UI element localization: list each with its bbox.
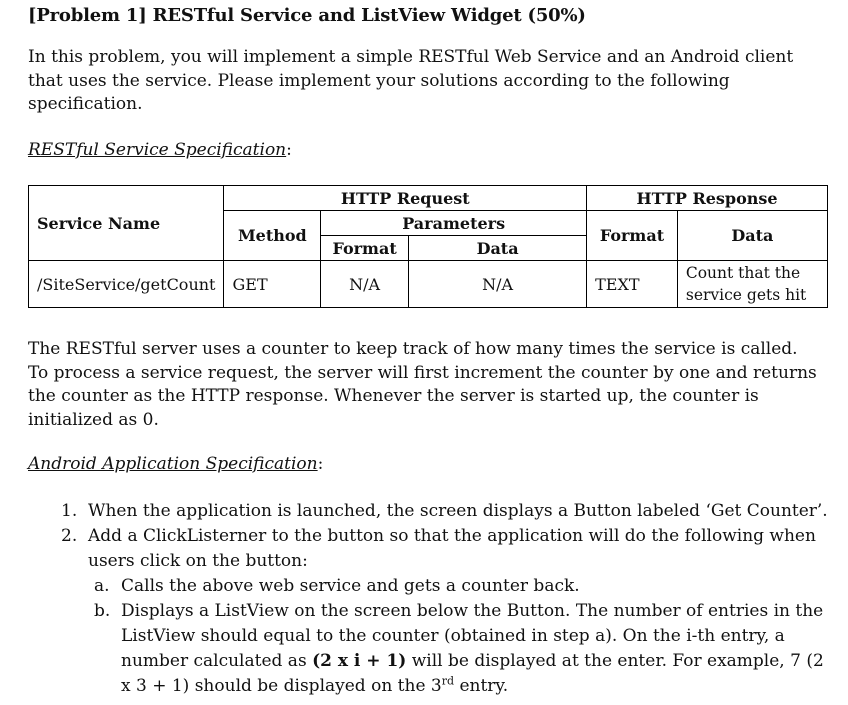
android-spec-heading-colon: : <box>317 454 324 474</box>
sub-list-item <box>61 574 831 599</box>
sub-list-item-text: Calls the above web service and gets a counter back. <box>121 576 580 596</box>
param-format-cell: N/A <box>321 261 409 308</box>
sub-list-item-letter: b. <box>94 601 111 621</box>
parameters-header: Parameters <box>321 211 587 236</box>
rest-spec-table <box>28 185 828 308</box>
ordinal-superscript: rd <box>441 674 455 688</box>
response-format-cell: TEXT <box>587 261 678 308</box>
server-paragraph: The RESTful server uses a counter to keep track of how many times the service is called. To process a service request, the server will first increment the counter by one and returns the counter as the HTTP response. Whenever the server is started up, the counter is initialized as 0. <box>28 339 817 430</box>
sub-list-item-text-before: Displays a ListView on the screen below the Button. The number of entries in the ListView should equal to the counter (obtained in step a). On the i-th entry, a number calculated as <box>121 601 824 671</box>
sub-list-item-text-middle: will be displayed at the enter. For example, 7 (2 x 3 + 1) should be displayed on the 3 <box>121 651 824 696</box>
list-item-text: Add a ClickListerner to the button so that the application will do the following when users click on the button: <box>88 526 816 571</box>
service-name-header: Service Name <box>29 186 224 261</box>
list-item <box>61 499 831 524</box>
sub-list-item-text-after: entry. <box>454 676 509 696</box>
rest-spec-heading <box>28 140 292 160</box>
table-row <box>29 261 828 308</box>
android-spec-heading <box>28 454 323 474</box>
android-spec-list <box>61 499 831 699</box>
method-header: Method <box>224 211 321 261</box>
sub-list-item <box>61 599 831 699</box>
intro-paragraph: In this problem, you will implement a simple RESTful Web Service and an Android client that uses the service. Please implement your solutions according to the following specification. <box>28 47 794 114</box>
response-data-header: Data <box>677 211 827 261</box>
service-name-cell: /SiteService/getCount <box>29 261 224 308</box>
rest-spec-heading-text: RESTful Service Specification <box>28 140 287 160</box>
response-format-header: Format <box>587 211 678 261</box>
method-cell: GET <box>224 261 321 308</box>
param-format-header: Format <box>321 236 409 261</box>
list-item-text: When the application is launched, the screen displays a Button labeled ‘Get Counter’. <box>88 501 828 521</box>
param-data-cell: N/A <box>409 261 587 308</box>
rest-spec-heading-colon: : <box>286 140 292 160</box>
sub-list-item-letter: a. <box>94 576 110 596</box>
list-item-number: 1. <box>61 501 78 521</box>
android-spec-heading-text: Android Application Specification <box>28 454 318 474</box>
http-request-header: HTTP Request <box>224 186 587 211</box>
param-data-header: Data <box>409 236 587 261</box>
problem-title: [Problem 1] RESTful Service and ListView Widget (50%) <box>28 5 586 26</box>
formula-text: (2 x i + 1) <box>312 651 407 671</box>
list-item <box>61 524 831 574</box>
response-data-cell: Count that the service gets hit <box>677 261 827 308</box>
http-response-header: HTTP Response <box>587 186 828 211</box>
table-header-row-1 <box>29 186 828 211</box>
list-item-number: 2. <box>61 526 78 546</box>
